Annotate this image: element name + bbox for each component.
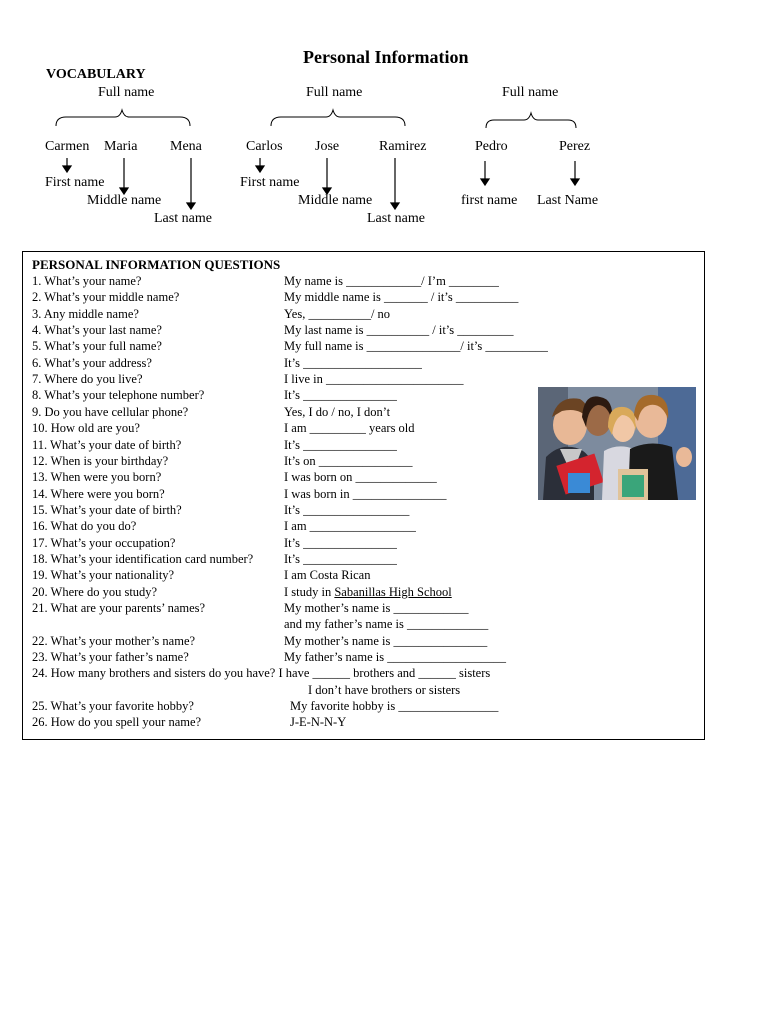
name-maria: Maria (104, 139, 138, 154)
students-photo (538, 387, 696, 500)
name-mena: Mena (170, 139, 202, 154)
answer-template: My middle name is _______ / it’s __________ (284, 290, 519, 305)
brace-1 (56, 110, 190, 126)
answer-template: My name is ____________/ I’m ________ (284, 274, 499, 288)
name-ramirez: Ramirez (379, 139, 427, 154)
question-text: 8. What’s your telephone number? (32, 388, 205, 403)
role-first-name: first name (461, 193, 518, 208)
answer-template: My full name is _______________/ it’s __________ (284, 339, 548, 354)
answer-template: I am _________ years old (284, 421, 415, 436)
answer-template: I am _________________ (284, 519, 416, 534)
answer-template: I live in ______________________ (284, 372, 464, 387)
question-text: 26. How do you spell your name? (32, 715, 202, 730)
role-first-name: First name (45, 175, 105, 190)
answer-template: It’s ___________________ (284, 355, 422, 370)
question-text: 21. What are your parents’ names? (32, 601, 206, 615)
answer-template: and my father’s name is _____________ (284, 617, 489, 632)
question-text: 4. What’s your last name? (32, 323, 162, 338)
question-text: 16. What do you do? (32, 519, 137, 534)
group-2-label: Full name (306, 85, 363, 100)
answer-template: My favorite hobby is ________________ (290, 699, 499, 714)
question-text: 10. How old are you? (32, 421, 140, 436)
answer-prefix: I study in (284, 584, 335, 599)
answer-template: It’s on _______________ (284, 453, 413, 468)
brace-3 (486, 113, 576, 128)
question-text: 14. Where were you born? (32, 486, 165, 501)
answer-template: It’s _______________ (284, 437, 397, 452)
answer-template (284, 584, 452, 600)
question-text: 12. When is your birthday? (32, 453, 169, 468)
school-name: Sabanillas High School (334, 584, 452, 599)
answer-template: I don’t have brothers or sisters (308, 682, 461, 697)
name-jose: Jose (315, 139, 340, 154)
question-text: 23. What’s your father’s name? (32, 650, 189, 665)
question-text: 19. What’s your nationality? (32, 568, 175, 583)
answer-template: It’s _________________ (284, 502, 410, 517)
question-text: 18. What’s your identification card number? (32, 551, 254, 566)
role-middle-name: Middle name (298, 193, 373, 208)
question-text: 25. What’s your favorite hobby? (32, 699, 194, 714)
question-text: 3. Any middle name? (32, 306, 139, 321)
role-first-name: First name (240, 175, 300, 190)
question-text: 5. What’s your full name? (32, 339, 162, 354)
group-3-label: Full name (502, 85, 559, 100)
question-text: 15. What’s your date of birth? (32, 502, 182, 517)
question-text: 1. What’s your name? (32, 274, 142, 288)
answer-template: I was born on _____________ (284, 470, 437, 485)
answer-template: It’s _______________ (284, 388, 397, 403)
question-text: 22. What’s your mother’s name? (32, 633, 196, 648)
group-1-label: Full name (98, 85, 155, 100)
question-text: 17. What’s your occupation? (32, 535, 176, 550)
question-text: 6. What’s your address? (32, 355, 152, 370)
role-middle-name: Middle name (87, 193, 162, 208)
page-title: Personal Information (303, 47, 469, 67)
answer-template: My father’s name is ___________________ (284, 650, 506, 665)
answer-template: I was born in _______________ (284, 486, 447, 501)
question-text: 7. Where do you live? (32, 372, 143, 387)
answer-template: Yes, I do / no, I don’t (284, 404, 391, 419)
question-text: 9. Do you have cellular phone? (32, 404, 189, 419)
role-last-name: Last name (154, 211, 212, 226)
role-last-name: Last name (367, 211, 425, 226)
answer-template: My mother’s name is _______________ (284, 633, 488, 648)
name-perez: Perez (559, 139, 591, 154)
question-text: 24. How many brothers and sisters do you have? I have ______ brothers and ______ sisters (32, 666, 491, 681)
question-text: 11. What’s your date of birth? (32, 437, 182, 452)
name-pedro: Pedro (475, 139, 508, 154)
question-text: 13. When were you born? (32, 470, 162, 485)
answer-template: J-E-N-N-Y (290, 715, 347, 730)
answer-template: My mother’s name is ____________ (284, 601, 469, 615)
vocabulary-heading: VOCABULARY (46, 67, 146, 82)
answer-template: It’s _______________ (284, 551, 397, 566)
questions-heading: PERSONAL INFORMATION QUESTIONS (32, 257, 281, 272)
brace-2 (271, 110, 405, 126)
answer-template: I am Costa Rican (284, 568, 371, 583)
answer-template: My last name is __________ / it’s _________ (284, 323, 514, 338)
answer-template: It’s _______________ (284, 535, 397, 550)
role-last-name: Last Name (537, 193, 599, 208)
question-text: 20. Where do you study? (32, 584, 158, 599)
question-text: 2. What’s your middle name? (32, 290, 180, 305)
answer-template: Yes, __________/ no (284, 306, 391, 321)
name-carmen: Carmen (45, 139, 90, 154)
name-carlos: Carlos (246, 139, 283, 154)
